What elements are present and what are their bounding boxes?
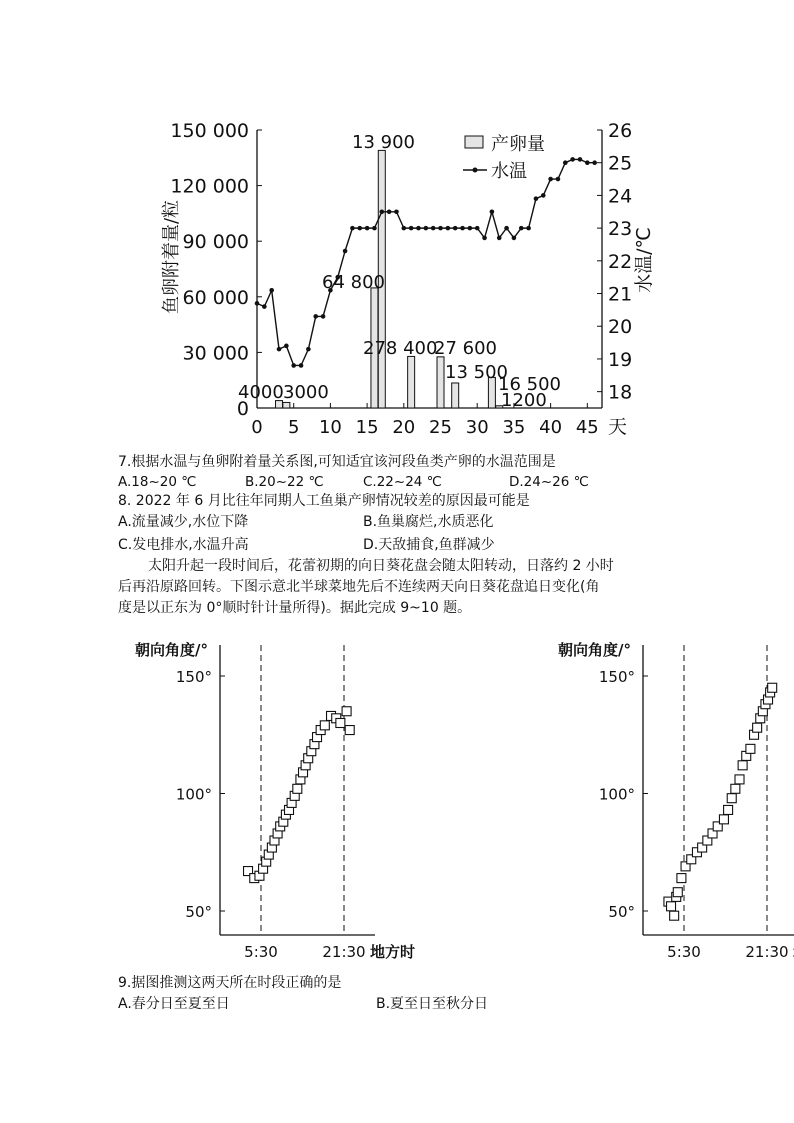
chart1-temperature-point: [438, 226, 443, 231]
chart1-temperature-point: [306, 347, 311, 352]
chart1-bar-label: 16 500: [498, 374, 561, 395]
chart1-x-tick-label: 5: [287, 417, 300, 438]
chart1-temperature-point: [387, 209, 392, 214]
sun-x-tick-label: 5:30: [244, 943, 278, 961]
chart1-x-tick-label: 30: [465, 417, 489, 438]
legend-line-marker: [473, 168, 478, 173]
chart1-temperature-point: [578, 157, 583, 162]
chart1-right-tick-label: 23: [608, 218, 633, 241]
chart1-temperature-point: [460, 226, 465, 231]
question-8-option-c: C.发电排水,水温升高: [118, 537, 249, 553]
chart1-temperature-point: [313, 314, 318, 319]
chart1-temperature-point: [416, 226, 421, 231]
chart1-right-tick-label: 19: [608, 348, 633, 371]
chart1-left-tick-label: 150 000: [170, 120, 249, 142]
sun-data-point: [724, 805, 733, 814]
sun-data-point: [673, 888, 682, 897]
chart1-bar-label: 1200: [501, 390, 547, 411]
chart1-left-tick-label: 30 000: [182, 342, 249, 365]
chart1-temperature-point: [504, 226, 509, 231]
intro-line-3: 度是以正东为 0°顺时针计量所得)。据此完成 9~10 题。: [118, 600, 472, 616]
chart1-bar-label: 27 600: [434, 338, 497, 359]
chart1-temperature-point: [321, 314, 326, 319]
sun-y-tick-label: 50°: [185, 903, 212, 921]
chart1-temperature-line: [257, 159, 595, 365]
chart1-temperature-point: [255, 301, 260, 306]
sun-x-tick-label: 21:30: [322, 943, 366, 961]
sun-data-point: [727, 794, 736, 803]
sun-data-point: [293, 784, 302, 793]
egg-temperature-chart-svg: [0, 0, 794, 450]
chart1-left-tick-label: 120 000: [170, 175, 249, 198]
sun-data-point: [670, 911, 679, 920]
question-9-option-b: B.夏至日至秋分日: [376, 996, 489, 1012]
chart1-temperature-point: [497, 236, 502, 241]
chart1-bar-label: 13 900: [352, 132, 415, 153]
question-9-option-a: A.春分日至夏至日: [118, 996, 230, 1012]
chart1-temperature-point: [291, 363, 296, 368]
sun-data-point: [677, 874, 686, 883]
chart1-temperature-point: [585, 160, 590, 165]
question-7-option-b: B.20~22 ℃: [245, 474, 324, 490]
chart1-temperature-point: [269, 288, 274, 293]
sun-data-point: [320, 721, 329, 730]
sun-data-point: [342, 707, 351, 716]
question-8-option-b: B.鱼巢腐烂,水质恶化: [363, 514, 494, 530]
chart1-temperature-point: [475, 226, 480, 231]
chart1-temperature-point: [379, 209, 384, 214]
question-8-option-d: D.天敌捕食,鱼群减少: [363, 537, 495, 553]
intro-line-1: 太阳升起一段时间后，花蕾初期的向日葵花盘会随太阳转动，日落约 2 小时: [148, 558, 614, 574]
sun-data-point: [746, 744, 755, 753]
chart1-temperature-point: [402, 226, 407, 231]
chart1-left-tick-label: 0: [236, 398, 249, 420]
chart1-temperature-point: [490, 209, 495, 214]
chart1-temperature-point: [556, 177, 561, 182]
chart1-x-tick-label: 15: [355, 417, 379, 438]
sun-data-point: [731, 784, 740, 793]
chart1-bar-label: 3000: [283, 382, 329, 403]
sunflower-chart-right-svg: [396, 630, 794, 970]
chart1-bar-label: 64 800: [322, 272, 385, 293]
chart1-temperature-point: [357, 226, 362, 231]
chart1-x-tick-label: 0: [251, 417, 263, 438]
question-8-stem: 8. 2022 年 6 月比往年同期人工鱼巢产卵情况较差的原因最可能是: [118, 493, 530, 509]
sun-data-point: [345, 726, 354, 735]
chart1-right-tick-label: 20: [608, 316, 633, 339]
chart1-left-tick-label: 60 000: [182, 286, 249, 309]
chart1-temperature-point: [365, 226, 370, 231]
sun-data-point: [667, 902, 676, 911]
chart1-bar-label: 13 500: [445, 362, 508, 383]
chart1-y-left-label: 鱼卵附着量/粒: [161, 199, 182, 315]
sun-y-axis-label: 朝向角度/°: [558, 641, 631, 659]
chart1-temperature-point: [277, 347, 282, 352]
chart1-temperature-point: [482, 236, 487, 241]
sun-y-tick-label: 50°: [608, 903, 635, 921]
chart1-x-tick-label: 25: [429, 417, 452, 438]
chart1-temperature-point: [570, 157, 575, 162]
egg-temperature-chart: [0, 0, 794, 450]
chart1-temperature-point: [284, 344, 289, 349]
sun-y-axis-label: 朝向角度/°: [135, 641, 208, 659]
sun-y-tick-label: 150°: [598, 668, 635, 686]
chart1-temperature-point: [512, 236, 517, 241]
question-9-stem: 9.据图推测这两天所在时段正确的是: [118, 975, 342, 991]
chart1-bar-label: 278 400: [363, 338, 438, 359]
chart1-temperature-point: [409, 226, 414, 231]
sun-x-axis-label: 地方时: [370, 943, 416, 961]
question-8-option-a: A.流量减少,水位下降: [118, 514, 249, 530]
chart1-temperature-point: [343, 249, 348, 254]
chart1-right-tick-label: 18: [608, 381, 633, 404]
sun-data-point: [719, 815, 728, 824]
question-7-option-d: D.24~26 ℃: [509, 474, 589, 490]
chart1-temperature-point: [350, 226, 355, 231]
chart1-x-tick-label: 45: [575, 417, 599, 438]
legend-bar-label: 产卵量: [491, 134, 545, 155]
chart1-temperature-point: [431, 226, 436, 231]
chart1-x-tick-label: 20: [392, 417, 416, 438]
chart1-right-tick-label: 21: [608, 283, 633, 306]
chart1-temperature-point: [548, 177, 553, 182]
chart1-temperature-point: [468, 226, 473, 231]
sun-data-point: [753, 723, 762, 732]
chart1-left-tick-label: 90 000: [182, 231, 249, 254]
chart1-temperature-point: [299, 363, 304, 368]
legend-line-label: 水温: [491, 161, 527, 182]
chart1-temperature-point: [372, 226, 377, 231]
chart1-y-right-label: 水温/℃: [633, 227, 655, 293]
chart1-temperature-point: [592, 160, 597, 165]
sun-data-point: [768, 683, 777, 692]
chart1-right-tick-label: 24: [608, 185, 633, 208]
sun-data-point: [738, 761, 747, 770]
question-7-option-a: A.18~20 ℃: [118, 474, 197, 490]
chart1-right-tick-label: 25: [608, 152, 633, 175]
question-7-stem: 7.根据水温与鱼卵附着量关系图,可知适宜该河段鱼类产卵的水温范围是: [118, 454, 556, 470]
sunflower-chart-left-svg: [0, 630, 416, 970]
chart1-temperature-point: [394, 209, 399, 214]
intro-line-2: 后再沿原路回转。下图示意北半球菜地先后不连续两天向日葵花盘追日变化(角: [118, 579, 600, 595]
chart1-temperature-point: [541, 193, 546, 198]
chart1-right-tick-label: 26: [608, 120, 633, 142]
chart1-x-unit: 天: [608, 416, 628, 438]
sun-data-point: [735, 775, 744, 784]
chart1-temperature-point: [519, 226, 524, 231]
chart1-temperature-point: [446, 226, 451, 231]
chart1-temperature-point: [526, 226, 531, 231]
chart1-bar-label: 4000: [238, 382, 284, 403]
legend-bar-swatch: [465, 136, 483, 148]
chart1-temperature-point: [424, 226, 429, 231]
chart1-x-tick-label: 10: [318, 417, 342, 438]
sun-data-point: [336, 719, 345, 728]
chart1-bar: [437, 357, 444, 408]
sun-x-tick-label: 5:30: [667, 943, 701, 961]
sun-x-tick-label: 21:30: [745, 943, 789, 961]
sun-y-tick-label: 150°: [175, 668, 212, 686]
chart1-temperature-point: [534, 196, 539, 201]
chart1-x-tick-label: 35: [502, 417, 526, 438]
chart1-temperature-point: [453, 226, 458, 231]
sun-y-tick-label: 100°: [598, 785, 635, 804]
question-7-option-c: C.22~24 ℃: [363, 474, 442, 490]
chart1-x-tick-label: 40: [539, 417, 563, 438]
sun-y-tick-label: 100°: [175, 785, 212, 804]
chart1-bar: [452, 383, 459, 408]
chart1-right-tick-label: 22: [608, 250, 633, 273]
chart1-bar: [283, 402, 290, 408]
sunflower-chart-left: [0, 630, 416, 970]
chart1-temperature-point: [563, 160, 568, 165]
sunflower-chart-right: [396, 630, 794, 970]
chart1-temperature-point: [262, 304, 267, 309]
chart1-bar: [408, 356, 415, 408]
